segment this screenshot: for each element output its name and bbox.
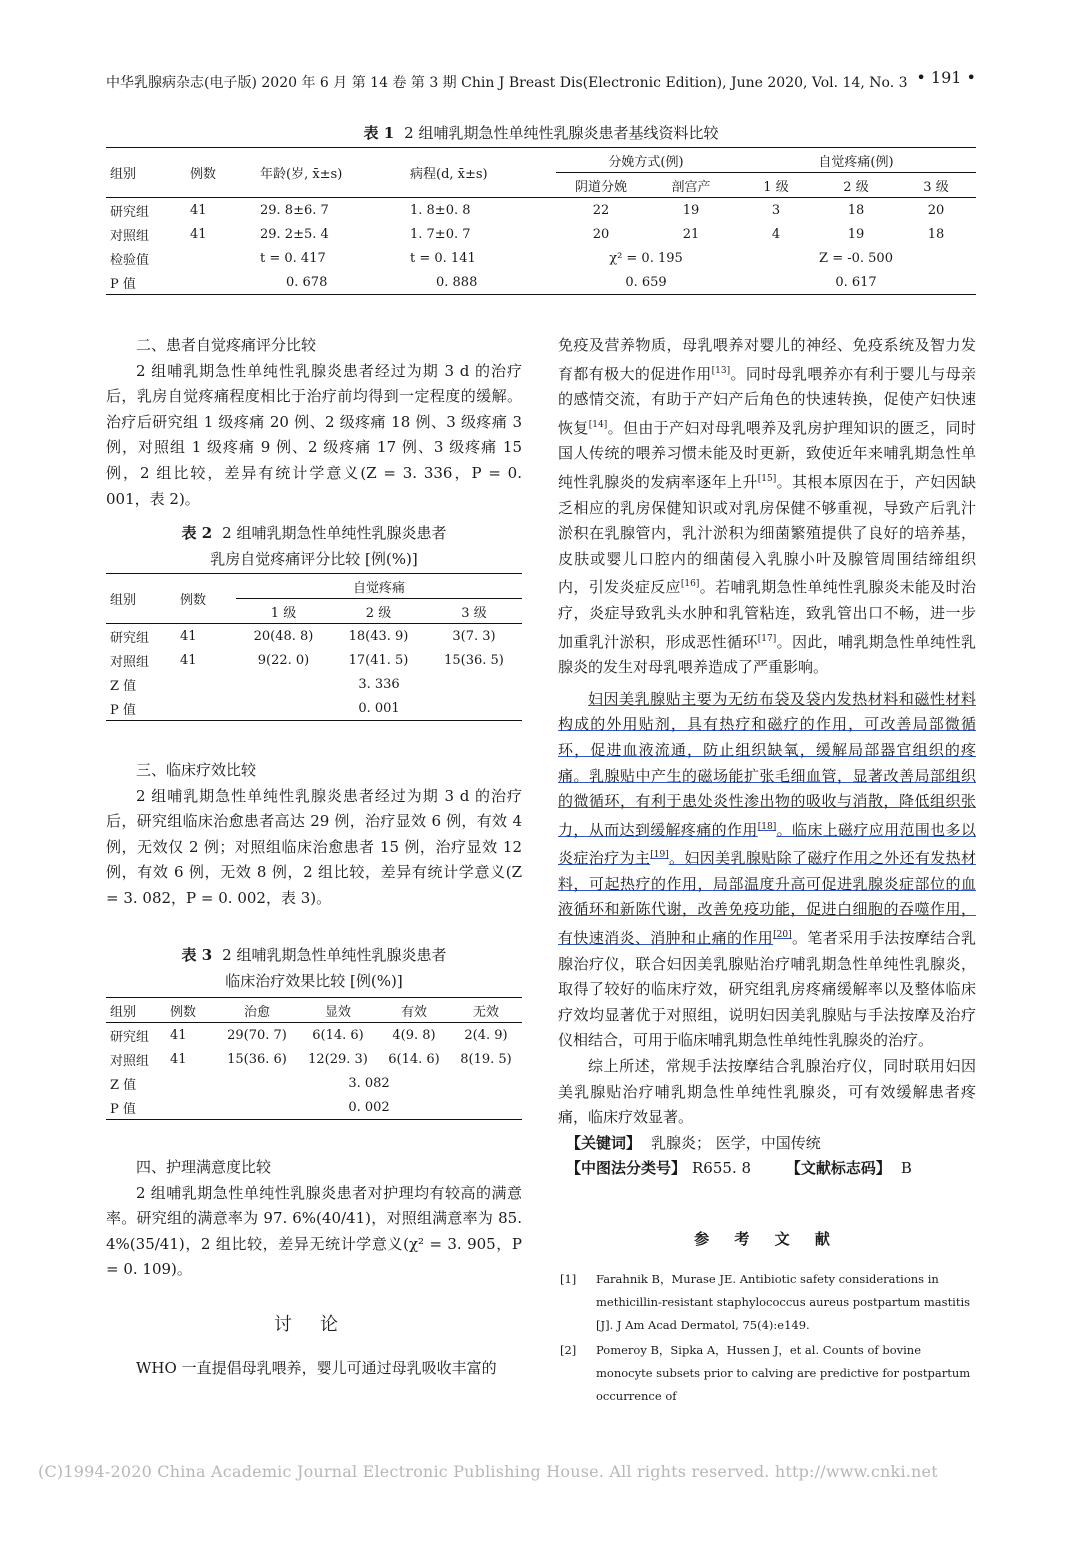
table-row [106,672,522,696]
table3-caption [106,942,522,994]
text-run: 。若哺乳期急性单纯性乳腺炎未能及时治疗，炎症导致乳头水肿和乳管粘连，致乳管出口不畅，进一步加重乳汁淤积，形成恶性循环 [558,578,976,651]
left-column-bottom [106,1155,522,1283]
discussion-paragraph-1 [558,333,976,681]
citation: [13] [711,365,731,376]
t3-cell: 对照组 [110,1053,150,1069]
t1-cell: 41 [190,226,207,242]
section-heading-pain: 二、患者自觉疼痛评分比较 [136,336,317,354]
table1-caption [106,122,976,143]
table-row [106,246,976,270]
t1-cell: 1. 7±0. 7 [410,226,471,242]
t3-cell: 29(70. 7) [227,1027,287,1043]
t1-h-course: 病程(d, x̄±s) [406,148,556,198]
citation: [19] [650,850,669,861]
discussion-paragraph-2 [558,687,976,1054]
t2-cell: 41 [180,628,197,644]
text-run: 免疫及营养物质，母乳喂养对婴儿的神经、免疫系统及智力发育都有极大的促进作用 [558,336,976,383]
t3-z-label: Z 值 [110,1077,137,1093]
t2-cell: 17(41. 5) [348,652,409,668]
text-run: 。同时母乳喂养亦有利于婴儿与母亲的感情交流，有助于产妇产后角色的快速转换，促使产妇快速恢复 [558,364,976,437]
t3-cell: 41 [170,1027,187,1043]
t1-cell: 22 [592,202,610,218]
citation: [18] [757,821,777,832]
t1-cell: 1. 8±0. 8 [410,202,471,218]
right-column [558,333,976,1182]
t2-p-label: P 值 [106,696,176,721]
t3-cell: 41 [170,1051,187,1067]
reference-text: Farahnik B，Murase JE. Antibiotic safety considerations in methicillin-resistant staphylococcus aureus postpartum mastitis [J]. J Am Acad Dermatol, 75(4):e149. [596,1272,971,1332]
t2-cell: 41 [180,652,197,668]
table2 [106,573,522,721]
t2-cell: 3(7. 3) [452,628,496,644]
keywords-label: 【关键词】 [566,1133,642,1152]
reference-number: [2] [560,1343,577,1357]
discussion-paragraph: WHO 一直提倡母乳喂养，婴儿可通过母乳吸收丰富的 [136,1359,497,1377]
discussion-start [106,1356,522,1382]
t1-h-vag: 阴道分娩 [556,173,646,198]
t2-cell: 研究组 [110,630,150,646]
table3-title-line1: 2 组哺乳期急性单纯性乳腺炎患者 [222,946,447,964]
t2-h-l3: 3 级 [426,599,522,624]
t3-header: 无效 [450,998,522,1023]
t1-p-delivery: 0. 659 [556,270,736,295]
t3-header: 例数 [166,998,216,1023]
t3-header: 治愈 [216,998,298,1023]
t3-p: 0. 002 [216,1095,522,1120]
t3-cell: 6(14. 6) [388,1051,440,1067]
reference-list [560,1268,976,1408]
underlined-text: 妇因美乳腺贴主要为无纺布袋及袋内发热材料和磁性材料构成的外用贴剂，具有热疗和磁疗的作用，可改善局部微循环，促进血液流通，防止组织缺氧，缓解局部器官组织的疼痛。乳腺贴中产生的磁场能扩张毛细血管，显著改善局部组织的微循环，有利于患处炎性渗出物的吸收与消散，降低组织张力，从而达到缓解疼痛的作用 [558,689,976,839]
t3-p-label: P 值 [106,1095,166,1120]
table-row [106,648,522,672]
table-row [106,222,976,246]
t1-test-course: t = 0. 141 [410,250,476,266]
clc-value: R655. 8 [692,1159,752,1178]
t2-cell: 15(36. 5) [444,652,504,668]
clc-label: 【中图法分类号】 [566,1159,687,1178]
underlined-text: 。临床上磁疗应用范围也多以炎症治疗为主 [558,820,976,868]
t3-header: 有效 [378,998,450,1023]
table2-title-line1: 2 组哺乳期急性单纯性乳腺炎患者 [222,524,447,542]
list-item [560,1268,976,1337]
table2-caption [106,520,522,572]
left-column-top [106,333,522,512]
t3-cell: 15(36. 6) [227,1051,287,1067]
reference-text: Pomeroy B，Sipka A，Hussen J，et al. Counts of bovine monocyte subsets prior to calving are predictive for postpartum occurrence of [596,1343,971,1403]
table-row [106,1047,522,1071]
t1-h-l3: 3 级 [896,173,976,198]
table-row [106,1023,522,1048]
paragraph-efficacy: 2 组哺乳期急性单纯性乳腺炎患者经过为期 3 d 的治疗后，研究组临床治愈患者高达 29 例，治疗显效 6 例，有效 4 例，无效仅 2 例；对照组临床治愈患者 15 例，治疗显效 12 例，有效 6 例，无效 8 例，2 组比较，差异有统计学意义(Z = 3. 082，P = 0. 002，表 3)。 [106,786,522,907]
t1-test-age: t = 0. 417 [260,250,326,266]
table-row [106,696,522,721]
t1-cell: 20 [592,226,610,242]
citation: [15] [757,473,777,484]
t1-h-group: 组别 [106,148,186,198]
t2-h-l1: 1 级 [236,599,331,624]
t2-cell: 18(43. 9) [348,628,409,644]
table-row [106,198,976,223]
citation: [17] [757,633,777,644]
table-row [106,1095,522,1120]
t2-p: 0. 001 [236,696,522,721]
table1-title: 2 组哺乳期急性单纯性乳腺炎患者基线资料比较 [404,124,719,142]
t1-cell: 研究组 [110,204,150,220]
reference-number: [1] [560,1272,577,1286]
text-run: 。但由于产妇对母乳喂养及乳房护理知识的匮乏，同时国人传统的喂养习惯未能及时更新，致使近年来哺乳期急性单纯性乳腺炎的发病率逐年上升 [558,418,976,491]
t1-cell: 3 [771,202,781,218]
t3-cell: 研究组 [110,1029,150,1045]
t2-z-label: Z 值 [110,678,137,694]
paragraph-pain: 2 组哺乳期急性单纯性乳腺炎患者经过为期 3 d 的治疗后，乳房自觉疼痛程度相比于治疗前均得到一定程度的缓解。治疗后研究组 1 级疼痛 20 例、2 级疼痛 18 例、3 级疼痛 3 例，对照组 1 级疼痛 9 例、2 级疼痛 17 例、3 级疼痛 15 例，2 组比较，差异有统计学意义(Z = 3. 336，P = 0. 001，表 2)。 [106,361,522,508]
references-heading: 参 考 文 献 [694,1230,840,1248]
t1-cell: 19 [682,202,700,218]
t1-cell: 18 [927,226,945,242]
t1-h-age: 年龄(岁, x̄±s) [256,148,406,198]
t1-cell: 21 [682,226,700,242]
t2-h-pain: 自觉疼痛 [236,574,522,599]
section-heading-efficacy: 三、临床疗效比较 [136,761,257,779]
journal-citation: 中华乳腺病杂志(电子版) 2020 年 6 月 第 14 卷 第 3 期 Chin J Breast Dis(Electronic Edition), June 2020, Vol. 14, No. 3 [106,75,908,91]
t3-z: 3. 082 [348,1075,390,1091]
t1-h-l2: 2 级 [816,173,896,198]
t1-p-label: P 值 [106,270,186,295]
left-column-mid [106,758,522,912]
keywords [558,1131,976,1157]
citation: [14] [588,419,608,430]
t2-h-n: 例数 [176,574,236,624]
t2-z: 3. 336 [358,676,400,692]
text-run: 。笔者采用手法按摩结合乳腺治疗仪，联合妇因美乳腺贴治疗哺乳期急性单纯性乳腺炎，取得了较好的临床疗效，研究组乳房疼痛缓解率以及整体临床疗效均显著优于对照组，说明妇因美乳腺贴与手法按摩及治疗仪相结合，可用于临床哺乳期急性单纯性乳腺炎的治疗。 [558,929,976,1050]
classification [558,1156,976,1182]
t3-header: 组别 [106,998,166,1023]
citation: [20] [773,930,792,941]
page-number: • 191 • [916,68,976,87]
copyright-footer: (C)1994-2020 China Academic Journal Electronic Publishing House. All rights reserved. http://www.cnki.net [38,1462,938,1481]
t1-cell: 4 [771,226,781,242]
underlined-text: 。妇因美乳腺贴除了磁疗作用之外还有发热材料，可起热疗的作用，局部温度升高可促进乳腺炎症部位的血液循环和新陈代谢，改善免疫功能，促进白细胞的吞噬作用，有快速消炎、消肿和止痛的作用 [558,849,976,948]
t1-cell: 20 [927,202,945,218]
t1-test-label: 检验值 [110,252,150,268]
t3-header: 显效 [298,998,378,1023]
table-row [106,270,976,295]
citation: [16] [680,579,700,590]
t1-cell: 41 [190,202,207,218]
doc-code-label: 【文献标志码】 [785,1159,891,1178]
doc-code-value: B [900,1159,912,1178]
t1-p-age: 0. 678 [256,270,406,295]
table1 [106,147,976,295]
t1-h-n: 例数 [186,148,256,198]
t2-cell: 对照组 [110,654,150,670]
t1-cell: 18 [847,202,865,218]
running-header [106,68,976,94]
t2-h-group: 组别 [106,574,176,624]
text-run: 。其根本原因在于，产妇因缺乏相应的乳房保健知识或对乳房保健不够重视，导致产后乳汁淤积在乳腺管内，乳汁淤积为细菌繁殖提供了良好的培养基，皮肤或婴儿口腔内的细菌侵入乳腺小叶及腺管周围结缔组织内，引发炎症反应 [558,472,976,597]
t1-cell: 对照组 [110,228,150,244]
t1-cell: 29. 2±5. 4 [260,226,329,242]
table2-label: 表 2 [181,524,213,542]
t1-cell: 19 [847,226,865,242]
table3 [106,997,522,1120]
discussion-heading: 讨论 [274,1314,366,1335]
t1-h-pain: 自觉疼痛(例) [736,148,976,173]
table3-title-line2: 临床治疗效果比较 [例(%)] [225,972,403,990]
t2-cell: 20(48. 8) [253,628,314,644]
t3-cell: 8(19. 5) [460,1051,512,1067]
t3-cell: 2(4. 9) [464,1027,508,1043]
t2-h-l2: 2 级 [331,599,426,624]
text-run: 。因此，哺乳期急性单纯性乳腺炎的发生对母乳喂养造成了严重影响。 [558,632,976,677]
paragraph-satisfaction: 2 组哺乳期急性单纯性乳腺炎患者对护理均有较高的满意率。研究组的满意率为 97. 6%(40/41)，对照组满意率为 85. 4%(35/41)，2 组比较，差异无统计学意义(χ² = 3. 905，P = 0. 109)。 [106,1183,522,1279]
t1-h-cs: 剖宫产 [646,173,736,198]
t2-cell: 9(22. 0) [257,652,310,668]
table3-label: 表 3 [181,946,213,964]
table-row [106,1071,522,1095]
t1-test-pain: Z = -0. 500 [819,250,893,266]
section-heading-satisfaction: 四、护理满意度比较 [136,1158,272,1176]
conclusion-paragraph: 综上所述，常规手法按摩结合乳腺治疗仪，同时联用妇因美乳腺贴治疗哺乳期急性单纯性乳腺炎，可有效缓解患者疼痛，临床疗效显著。 [558,1057,976,1127]
t1-h-delivery: 分娩方式(例) [556,148,736,173]
list-item [560,1339,976,1408]
t3-cell: 6(14. 6) [312,1027,364,1043]
t1-h-l1: 1 级 [736,173,816,198]
t3-cell: 4(9. 8) [392,1027,436,1043]
t1-cell: 29. 8±6. 7 [260,202,329,218]
table1-label: 表 1 [363,124,395,142]
table2-title-line2: 乳房自觉疼痛评分比较 [例(%)] [210,550,418,568]
t1-test-delivery: χ² = 0. 195 [609,250,683,266]
t1-p-pain: 0. 617 [736,270,976,295]
t3-cell: 12(29. 3) [308,1051,368,1067]
t1-p-course: 0. 888 [406,270,556,295]
keywords-value: 乳腺炎； 医学，中国传统 [651,1133,821,1152]
table-row [106,624,522,649]
